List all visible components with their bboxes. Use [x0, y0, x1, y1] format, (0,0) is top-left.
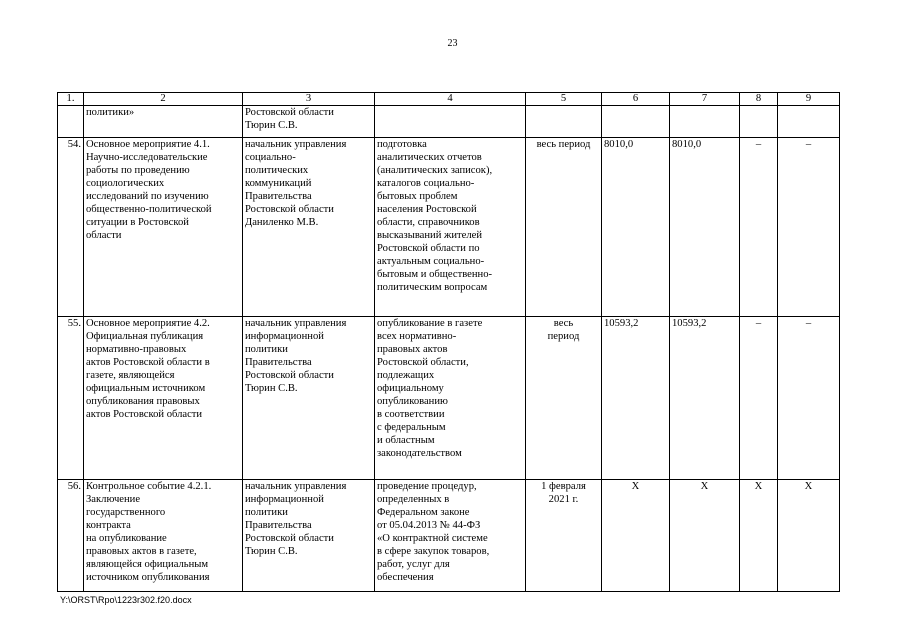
responsible-person: начальник управления социально- политических коммуникаций Правительства Ростовской области Даниленко М.В. [243, 138, 375, 317]
value-col-8: – [740, 138, 778, 317]
header-col-1: 1. [58, 93, 84, 106]
row-number: 54. [58, 138, 84, 317]
expected-result: подготовка аналитических отчетов (аналитических записок), каталогов социально- бытовых проблем населения Ростовской области, справочников высказываний жителей Ростовской области по актуальным социально- бытовым и общественно- политическим вопросам [375, 138, 526, 317]
value-col-7: 8010,0 [670, 138, 740, 317]
cont-responsible: Ростовской области Тюрин С.В. [243, 106, 375, 138]
row-number: 56. [58, 480, 84, 592]
cont-c7 [670, 106, 740, 138]
expected-result: проведение процедур, определенных в Федеральном законе от 05.04.2013 № 44-ФЗ «О контрактной системе в сфере закупок товаров, работ, услуг для обеспечения [375, 480, 526, 592]
value-col-8: X [740, 480, 778, 592]
document-file-path: Y:\ORST\Rpo\1223r302.f20.docx [60, 595, 192, 605]
header-col-2: 2 [84, 93, 243, 106]
cont-period [526, 106, 602, 138]
header-col-3: 3 [243, 93, 375, 106]
activity-name: Основное мероприятие 4.2. Официальная публикация нормативно-правовых актов Ростовской области в газете, являющейся официальным источником опубликования правовых актов Ростовской области [84, 317, 243, 480]
cont-c8 [740, 106, 778, 138]
cont-name: политики» [84, 106, 243, 138]
value-col-9: X [778, 480, 840, 592]
responsible-person: начальник управления информационной политики Правительства Ростовской области Тюрин С.В. [243, 317, 375, 480]
table-row [58, 317, 840, 480]
implementation-period: весь период [526, 138, 602, 317]
continuation-row [58, 106, 840, 138]
header-col-6: 6 [602, 93, 670, 106]
value-col-6: 8010,0 [602, 138, 670, 317]
table-row [58, 138, 840, 317]
activity-name: Контрольное событие 4.2.1. Заключение государственного контракта на опубликование правовых актов в газете, являющейся официальным источником опубликования [84, 480, 243, 592]
value-col-9: – [778, 317, 840, 480]
header-col-8: 8 [740, 93, 778, 106]
value-col-8: – [740, 317, 778, 480]
header-col-9: 9 [778, 93, 840, 106]
value-col-6: 10593,2 [602, 317, 670, 480]
row-number: 55. [58, 317, 84, 480]
program-table [57, 92, 840, 592]
header-col-4: 4 [375, 93, 526, 106]
responsible-person: начальник управления информационной политики Правительства Ростовской области Тюрин С.В. [243, 480, 375, 592]
cont-c6 [602, 106, 670, 138]
implementation-period: весь период [526, 317, 602, 480]
cont-result [375, 106, 526, 138]
value-col-6: X [602, 480, 670, 592]
header-col-7: 7 [670, 93, 740, 106]
header-row [58, 93, 840, 106]
activity-name: Основное мероприятие 4.1. Научно-исследовательские работы по проведению социологических исследований по изучению общественно-политической ситуации в Ростовской области [84, 138, 243, 317]
value-col-7: X [670, 480, 740, 592]
implementation-period: 1 февраля 2021 г. [526, 480, 602, 592]
cont-c9 [778, 106, 840, 138]
header-col-5: 5 [526, 93, 602, 106]
value-col-7: 10593,2 [670, 317, 740, 480]
page-number: 23 [447, 38, 458, 49]
value-col-9: – [778, 138, 840, 317]
cont-num [58, 106, 84, 138]
expected-result: опубликование в газете всех нормативно- правовых актов Ростовской области, подлежащих официальному опубликованию в соответствии с федеральным и областным законодательством [375, 317, 526, 480]
table-row [58, 480, 840, 592]
